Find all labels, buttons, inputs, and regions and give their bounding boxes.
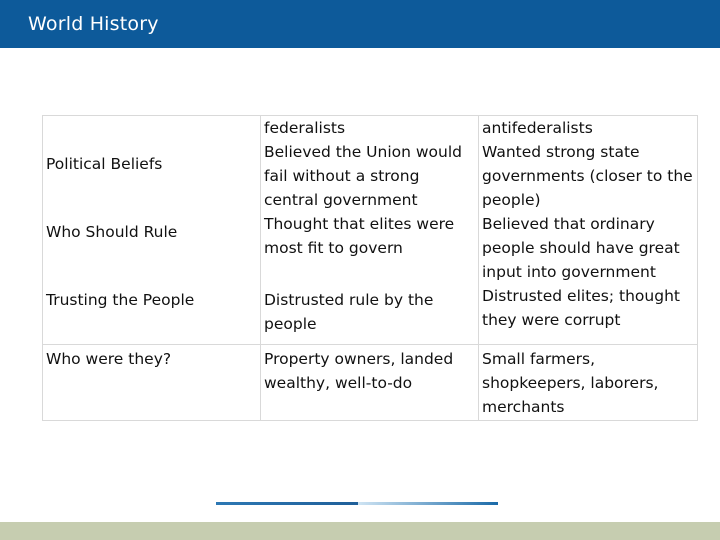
cell-antifederalists-who-were-they: Small farmers, shopkeepers, laborers, merchants <box>479 344 698 420</box>
decorative-line-left <box>216 502 358 505</box>
cell-federalists-who-were-they: Property owners, landed wealthy, well-to-do <box>261 344 479 420</box>
column-header-antifederalists: antifederalists <box>479 116 698 141</box>
header-bar <box>0 0 720 48</box>
column-header-federalists: federalists <box>261 116 479 141</box>
cell-antifederalists-trusting-the-people: Distrusted elites; thought they were corrupt <box>479 284 698 344</box>
table-row <box>43 344 698 420</box>
row-label-political-beliefs: Political Beliefs <box>43 116 261 213</box>
cell-federalists-who-should-rule: Thought that elites were most fit to govern <box>261 212 479 284</box>
cell-federalists-trusting-the-people: Distrusted rule by the people <box>261 284 479 344</box>
table-row <box>43 212 698 284</box>
row-label-trusting-the-people: Trusting the People <box>43 284 261 344</box>
comparison-table <box>42 115 698 421</box>
footer-bar <box>0 522 720 540</box>
cell-federalists-political-beliefs: Believed the Union would fail without a strong central government <box>261 140 479 212</box>
table-row <box>43 284 698 344</box>
row-label-who-were-they: Who were they? <box>43 344 261 420</box>
slide-title: World History <box>28 13 159 35</box>
table-row <box>43 116 698 141</box>
cell-antifederalists-political-beliefs: Wanted strong state governments (closer to the people) <box>479 140 698 212</box>
decorative-line-right <box>358 502 498 505</box>
cell-antifederalists-who-should-rule: Believed that ordinary people should have great input into government <box>479 212 698 284</box>
row-label-who-should-rule: Who Should Rule <box>43 212 261 284</box>
